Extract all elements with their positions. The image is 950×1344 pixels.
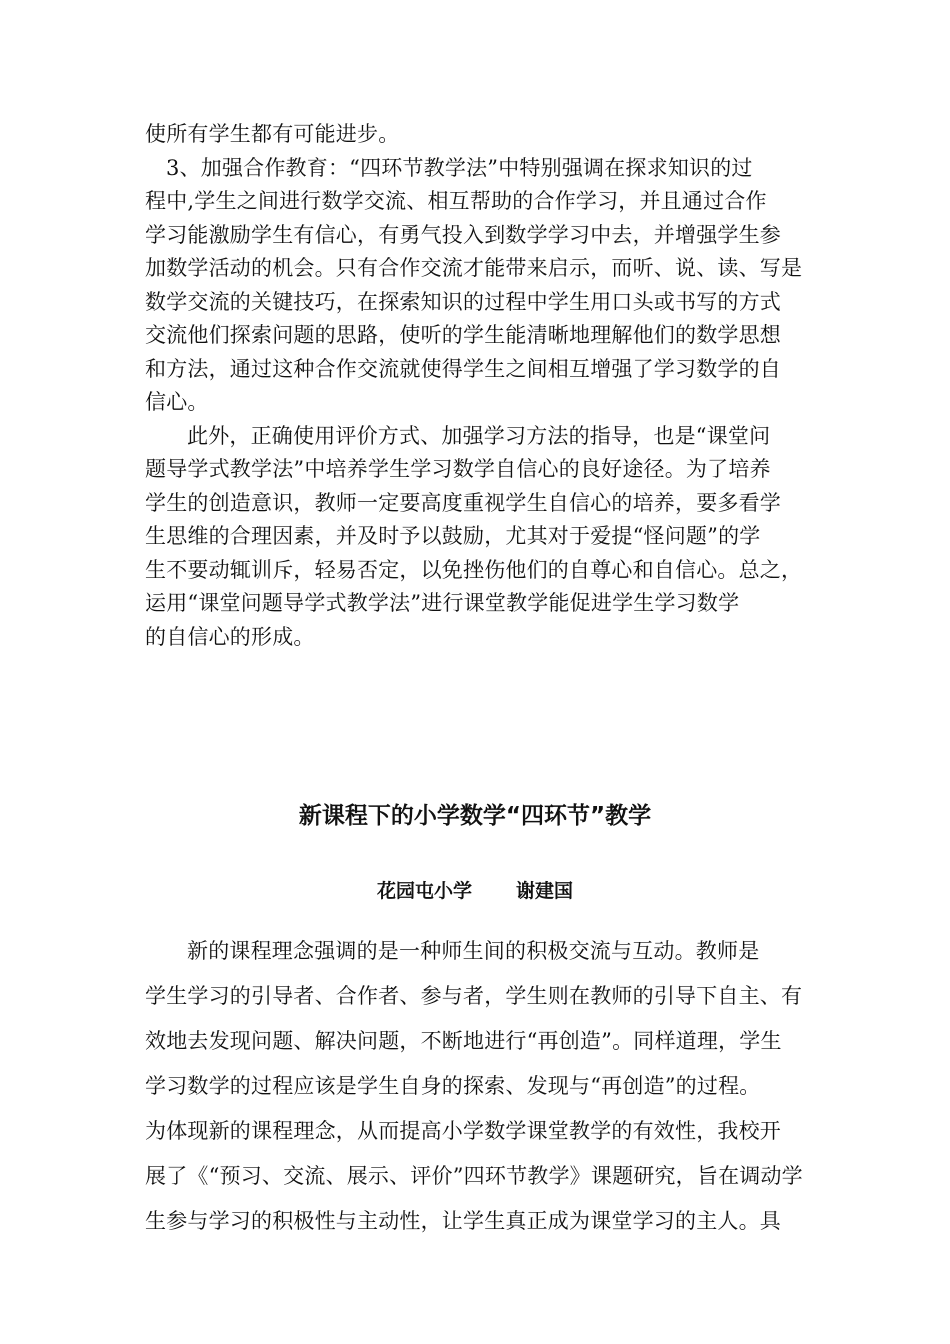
paragraph-line: 展了《“预习、交流、展示、评价”四环节教学》课题研究，旨在调动学 xyxy=(145,1164,803,1188)
paragraph-line: 学习能激励学生有信心，有勇气投入到数学学习中去，并增强学生参 xyxy=(145,222,781,247)
paragraph-line: 学习数学的过程应该是学生自身的探索、发现与“再创造”的过程。 xyxy=(145,1074,761,1098)
paragraph-line: 的自信心的形成。 xyxy=(145,624,315,649)
paragraph-line: 生参与学习的积极性与主动性，让学生真正成为课堂学习的主人。具 xyxy=(145,1209,781,1233)
paragraph-line: 加数学活动的机会。只有合作交流才能带来启示，而听、说、读、写是 xyxy=(145,256,803,280)
paragraph-line: 题导学式教学法”中培养学生学习数学自信心的良好途径。为了培养 xyxy=(145,457,771,481)
paragraph-line: 为体现新的课程理念，从而提高小学数学课堂教学的有效性，我校开 xyxy=(145,1119,781,1143)
paragraph-line: 学生学习的引导者、合作者、参与者，学生则在教师的引导下自主、有 xyxy=(145,984,803,1008)
paragraph-line: 效地去发现问题、解决问题，不断地进行“再创造”。同样道理，学生 xyxy=(145,1029,782,1053)
paragraph-line: 信心。 xyxy=(145,390,209,414)
paragraph-line: 数学交流的关键技巧，在探索知识的过程中学生用口头或书写的方式 xyxy=(145,289,781,314)
paragraph-line: 此外，正确使用评价方式、加强学习方法的指导，也是“课堂问 xyxy=(187,423,771,448)
author-name: 谢建国 xyxy=(516,880,574,902)
paragraph-line: 生思维的合理因素，并及时予以鼓励，尤其对于爱提“怪问题”的学 xyxy=(145,524,761,548)
paragraph-line: 运用“课堂问题导学式教学法”进行课堂教学能促进学生学习数学 xyxy=(145,591,740,615)
paragraph-line: 交流他们探索问题的思路，使听的学生能清晰地理解他们的数学思想 xyxy=(145,323,781,347)
byline xyxy=(0,874,950,908)
author-school: 花园屯小学 xyxy=(376,880,472,902)
paragraph-line: 和方法，通过这种合作交流就使得学生之间相互增强了学习数学的自 xyxy=(145,356,781,381)
paragraph-line: 新的课程理念强调的是一种师生间的积极交流与互动。教师是 xyxy=(187,939,760,963)
paragraph-line: 使所有学生都有可能进步。 xyxy=(145,122,400,146)
article-body xyxy=(145,929,810,1244)
paragraph-line: 生不要动辄训斥，轻易否定，以免挫伤他们的自尊心和自信心。总之， xyxy=(145,557,803,582)
previous-article-text xyxy=(145,118,810,654)
paragraph-line: 学生的创造意识，教师一定要高度重视学生自信心的培养，要多看学 xyxy=(145,490,781,515)
paragraph-line: 程中,学生之间进行数学交流、相互帮助的合作学习，并且通过合作 xyxy=(145,189,767,213)
article-title: 新课程下的小学数学“四环节”教学 xyxy=(298,803,652,829)
paragraph-line: 3、加强合作教育：“四环节教学法”中特别强调在探求知识的过 xyxy=(166,155,753,180)
